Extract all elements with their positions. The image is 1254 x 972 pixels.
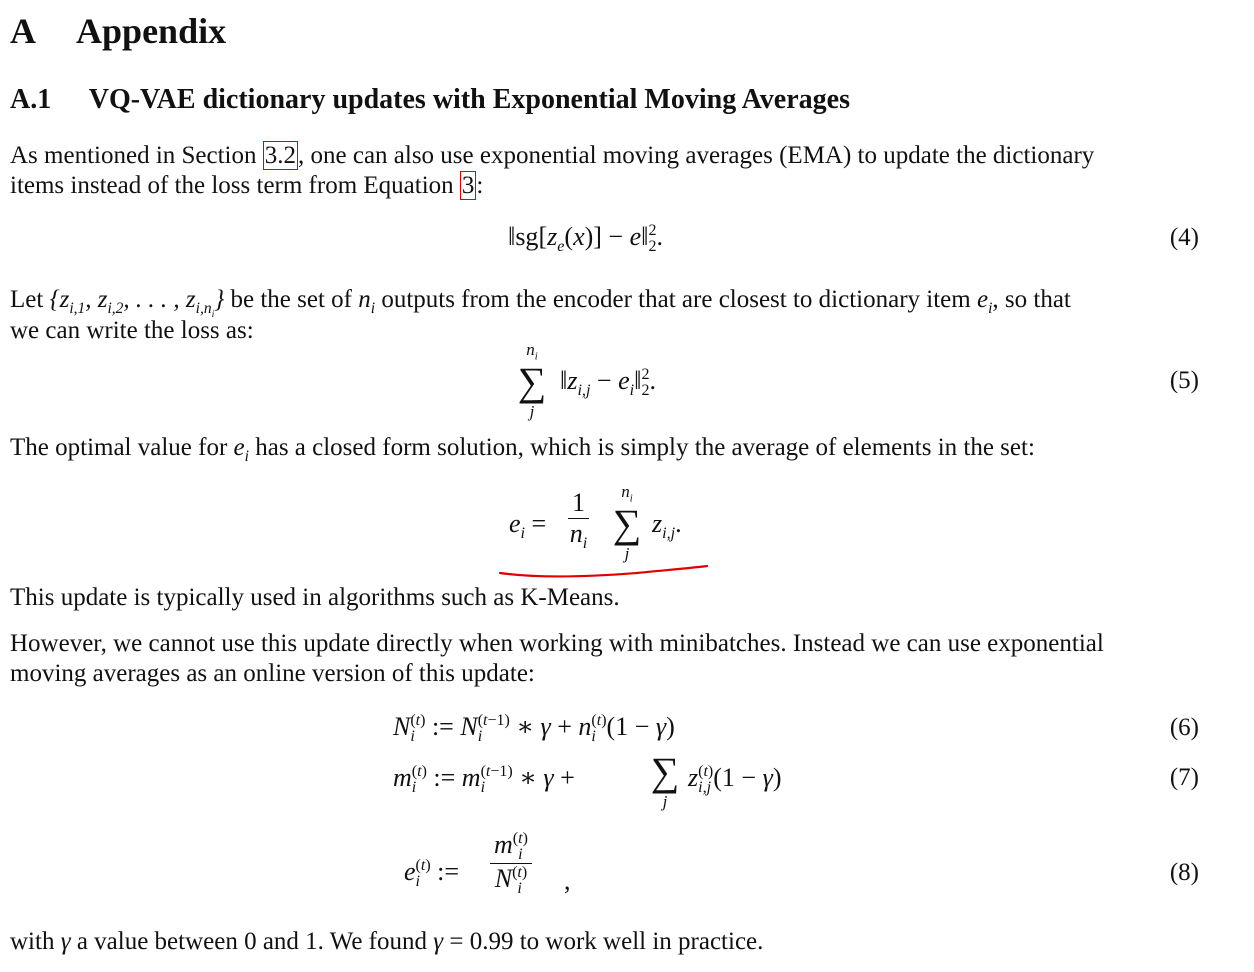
closed-form-fraction: $\frac{1}{n_i}$ xyxy=(569,488,588,553)
equation-8-lhs: e (t) i := xyxy=(404,857,460,891)
subsection-title: VQ-VAE dictionary updates with Exponential Moving Averages xyxy=(88,84,850,115)
equation-8-comma: , xyxy=(564,866,571,895)
section-title: Appendix xyxy=(76,11,227,51)
equation-7-number: (7) xyxy=(1169,764,1199,791)
paragraph-3: The optimal value for $e_i$ has a closed form solution, which is simply the average of elements in the set: xyxy=(10,434,1035,465)
paragraph-1-line-2: items instead of the loss term from Equation 3: xyxy=(10,172,484,199)
subsection-heading xyxy=(10,84,850,116)
gamma-value: 0.99 xyxy=(469,928,514,955)
equation-4-number: (4) xyxy=(1169,224,1199,251)
equation-8-number: (8) xyxy=(1169,859,1199,886)
equation-5: $‖z_{i,j}$ − $e_i‖$ 2 2 . xyxy=(560,366,656,400)
paragraph-2-line-2: we can write the loss as: xyxy=(10,317,254,344)
closed-form-lhs: $e_i$ = xyxy=(509,509,547,543)
subsection-number: A.1 xyxy=(10,84,52,115)
equation-7-summation: ∑ j xyxy=(650,749,680,811)
section-heading xyxy=(10,10,226,52)
paragraph-4: This update is typically used in algorithms such as K-Means. xyxy=(10,584,620,611)
equation-7-rhs: z (t) i,j (1 − γ) xyxy=(688,763,782,797)
equation-7: m (t) i := m (t−1) i ∗ γ + xyxy=(393,763,575,797)
closed-form-rhs: $z_{i,j}$. xyxy=(652,509,682,543)
equation-5-number: (5) xyxy=(1169,367,1199,394)
paragraph-5-line-2: moving averages as an online version of this update: xyxy=(10,660,535,687)
paragraph-5-line-1: However, we cannot use this update directly when working with minibatches. Instead we can use exponential xyxy=(10,630,1104,657)
section-number: A xyxy=(10,11,35,51)
equation-6-number: (6) xyxy=(1169,714,1199,741)
section-reference-link[interactable]: 3.2 xyxy=(264,142,296,169)
equation-8-fraction: m (t) i N (t) i xyxy=(490,830,532,897)
paragraph-2-line-1: Let {$z_{i,1}$, $z_{i,2}$, . . . , $z_{i,n_i}$} be the set of $n_i$ outputs from the encoder that are closest to dictionary item $e_i$, so that xyxy=(10,286,1071,321)
closed-form-summation: $n_i$ ∑ j xyxy=(612,482,642,564)
equation-5-summation: $n_i$ ∑ j xyxy=(517,340,547,422)
paragraph-6: with γ a value between 0 and 1. We found γ = 0.99 to work well in practice. xyxy=(10,928,764,955)
equation-6: N (t) i := N (t−1) i ∗ γ + n (t) i (1 − γ) xyxy=(393,712,675,746)
equation-4: $‖sg[z_e(x)]$ − e‖ 2 2 . xyxy=(508,222,663,256)
paragraph-1-line-1: As mentioned in Section 3.2, one can also use exponential moving averages (EMA) to update the dictionary xyxy=(10,142,1095,169)
equation-reference-link[interactable]: 3 xyxy=(461,172,475,199)
red-underline-annotation xyxy=(497,560,712,582)
